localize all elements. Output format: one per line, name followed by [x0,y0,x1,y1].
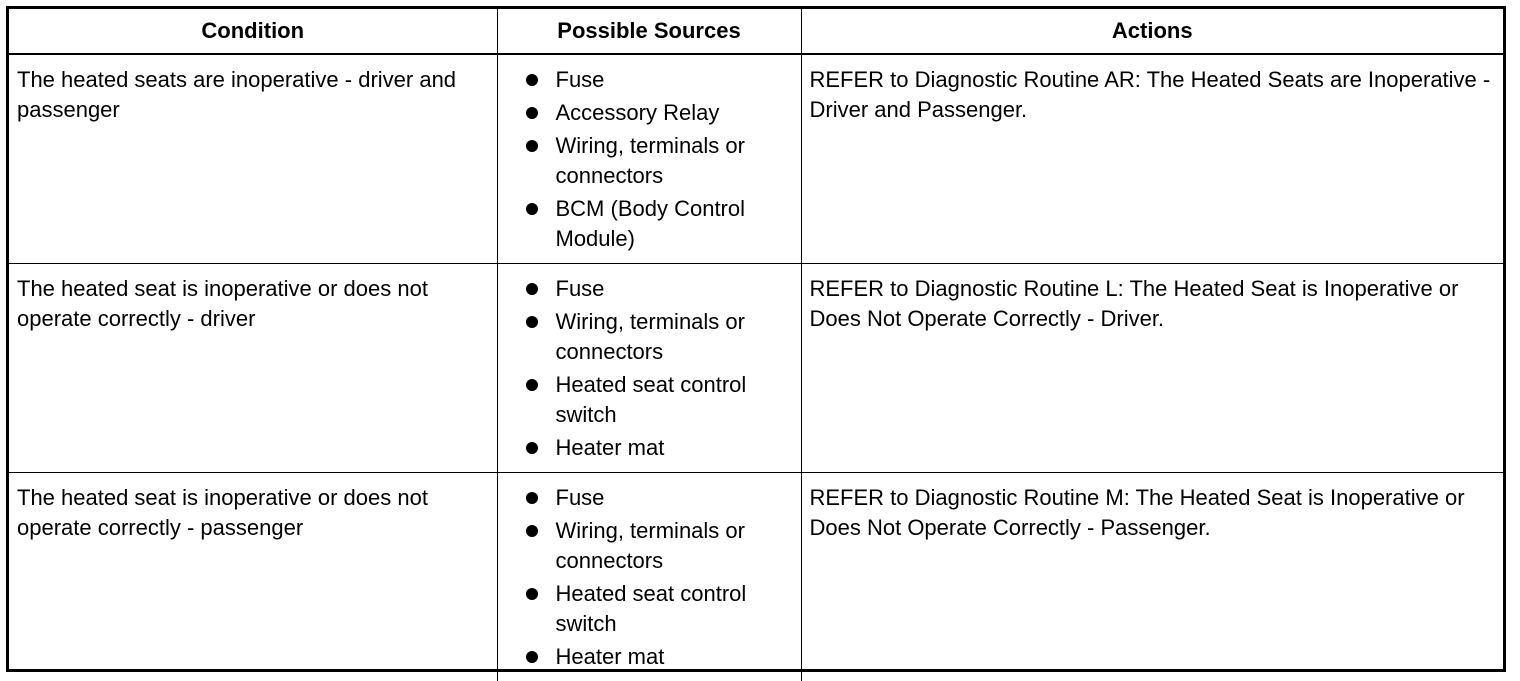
source-label: Fuse [556,485,605,510]
source-item [518,433,793,463]
bullet-icon [526,442,538,454]
source-label: Wiring, terminals or connectors [556,518,745,573]
source-label: Heated seat control switch [556,581,747,636]
source-label: Fuse [556,67,605,92]
source-item [518,194,793,254]
source-item [518,516,793,576]
sources-cell [497,473,801,681]
bullet-icon [526,588,538,600]
table-row [9,54,1503,264]
table-row [9,264,1503,473]
source-item [518,65,793,95]
diagnostic-table [9,9,1503,681]
sources-cell [497,54,801,264]
action-cell: REFER to Diagnostic Routine AR: The Heated Seats are Inoperative - Driver and Passenger. [801,54,1503,264]
table-header-row [9,9,1503,54]
source-label: Wiring, terminals or connectors [556,133,745,188]
diagnostic-table-container [6,6,1506,672]
source-item [518,131,793,191]
source-label: Heated seat control switch [556,372,747,427]
source-label: Wiring, terminals or connectors [556,309,745,364]
source-label: BCM (Body Control Module) [556,196,746,251]
source-label: Heater mat [556,644,665,669]
source-item [518,579,793,639]
condition-cell: The heated seat is inoperative or does not operate correctly - passenger [9,473,497,681]
bullet-icon [526,283,538,295]
bullet-icon [526,651,538,663]
source-label: Accessory Relay [556,100,720,125]
source-item [518,642,793,672]
bullet-icon [526,107,538,119]
bullet-icon [526,379,538,391]
sources-list [518,483,793,672]
source-item [518,370,793,430]
source-label: Fuse [556,276,605,301]
condition-cell: The heated seats are inoperative - driver and passenger [9,54,497,264]
table-row [9,473,1503,681]
bullet-icon [526,525,538,537]
sources-list [518,65,793,254]
header-possible-sources: Possible Sources [497,9,801,54]
bullet-icon [526,492,538,504]
source-label: Heater mat [556,435,665,460]
header-condition: Condition [9,9,497,54]
bullet-icon [526,74,538,86]
sources-list [518,274,793,463]
condition-cell: The heated seat is inoperative or does not operate correctly - driver [9,264,497,473]
source-item [518,274,793,304]
sources-cell [497,264,801,473]
source-item [518,98,793,128]
bullet-icon [526,316,538,328]
action-cell: REFER to Diagnostic Routine L: The Heated Seat is Inoperative or Does Not Operate Correctly - Driver. [801,264,1503,473]
bullet-icon [526,140,538,152]
bullet-icon [526,203,538,215]
header-actions: Actions [801,9,1503,54]
action-cell: REFER to Diagnostic Routine M: The Heated Seat is Inoperative or Does Not Operate Correctly - Passenger. [801,473,1503,681]
source-item [518,483,793,513]
source-item [518,307,793,367]
